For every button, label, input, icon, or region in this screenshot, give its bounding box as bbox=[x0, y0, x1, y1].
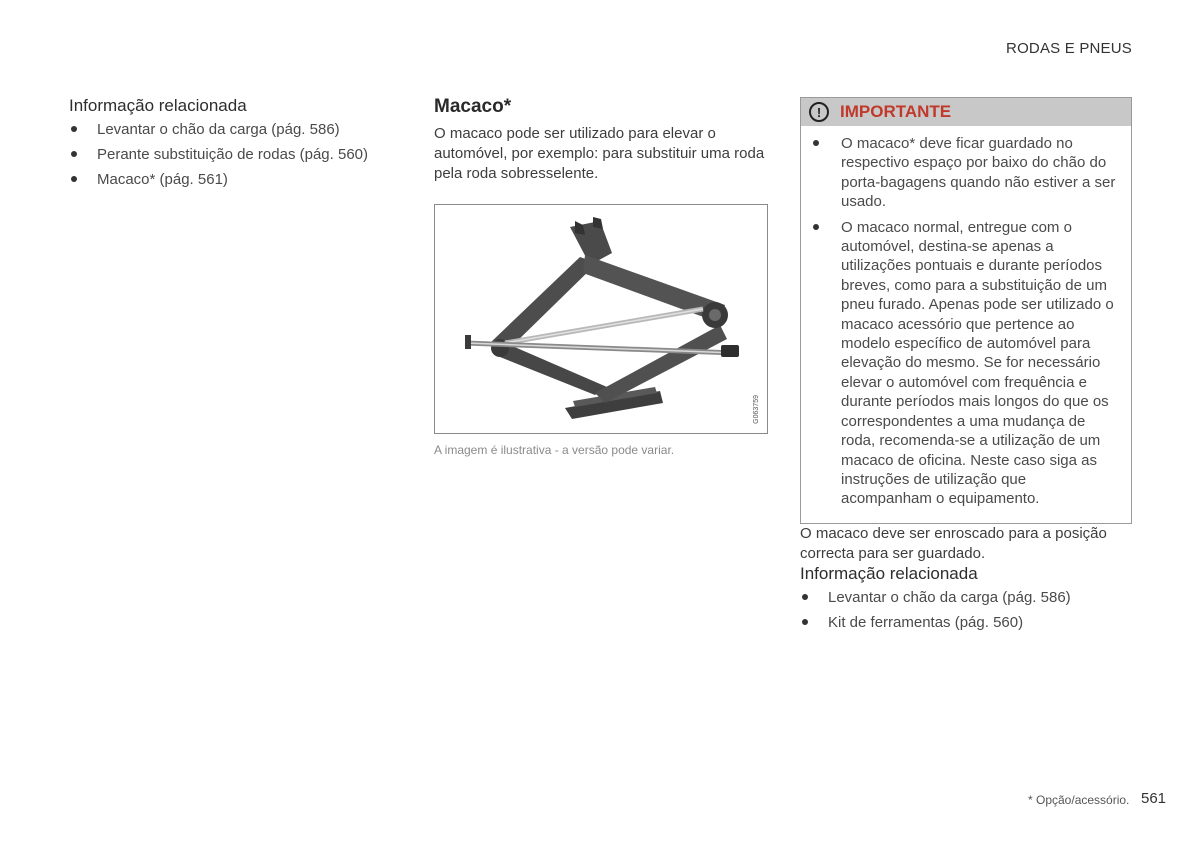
important-item: O macaco normal, entregue com o automóvel, destina-se apenas a utilizações pontuais e durante períodos breves, como para a substituição de um pneu furado. Apenas pode ser utilizado o macaco acessório que pertence ao modelo específico de automóvel para elevação do mesmo. Se for necessário elevar o automóvel com frequência e durante períodos mais longos do que os correspondentes a uma mudança de roda, recomenda-se a utilização de um macaco de oficina. Neste caso siga as instruções de utilização que acompanham o equipamento. bbox=[811, 218, 1117, 509]
right-column bbox=[800, 97, 1132, 638]
important-header bbox=[801, 98, 1131, 126]
important-item: O macaco* deve ficar guardado no respectivo espaço por baixo do chão do porta-bagagens quando não estiver a ser usado. bbox=[811, 134, 1117, 212]
footnote: * Opção/acessório. bbox=[1028, 793, 1130, 807]
figure-code: G063759 bbox=[753, 395, 760, 424]
important-list bbox=[811, 134, 1117, 509]
storage-note: O macaco deve ser enroscado para a posição correcta para ser guardado. bbox=[800, 524, 1107, 562]
related-link[interactable]: Macaco* (pág. 561) bbox=[69, 170, 389, 189]
section-header: RODAS E PNEUS bbox=[1006, 40, 1132, 57]
related-info-heading: Informação relacionada bbox=[800, 563, 978, 583]
important-title: IMPORTANTE bbox=[840, 102, 952, 121]
scissor-jack-drawing bbox=[435, 205, 767, 433]
related-info-heading: Informação relacionada bbox=[69, 96, 247, 115]
related-link[interactable]: Levantar o chão da carga (pág. 586) bbox=[800, 588, 1132, 607]
page-number: 561 bbox=[1141, 790, 1167, 807]
intro-paragraph: O macaco pode ser utilizado para elevar o automóvel, por exemplo: para substituir uma roda pela roda sobresselente. bbox=[434, 125, 765, 182]
left-column bbox=[69, 96, 389, 195]
important-box bbox=[800, 97, 1132, 524]
important-body bbox=[801, 126, 1131, 523]
figure-caption: A imagem é ilustrativa - a versão pode variar. bbox=[434, 443, 675, 457]
jack-illustration bbox=[434, 204, 768, 434]
related-link[interactable]: Kit de ferramentas (pág. 560) bbox=[800, 613, 1132, 632]
exclamation-circle-icon: ! bbox=[809, 102, 829, 122]
middle-column bbox=[434, 96, 768, 457]
related-links-list bbox=[800, 588, 1132, 632]
related-links-list bbox=[69, 120, 389, 189]
related-link[interactable]: Perante substituição de rodas (pág. 560) bbox=[69, 145, 389, 164]
related-link[interactable]: Levantar o chão da carga (pág. 586) bbox=[69, 120, 389, 139]
section-title: Macaco* bbox=[434, 96, 512, 117]
